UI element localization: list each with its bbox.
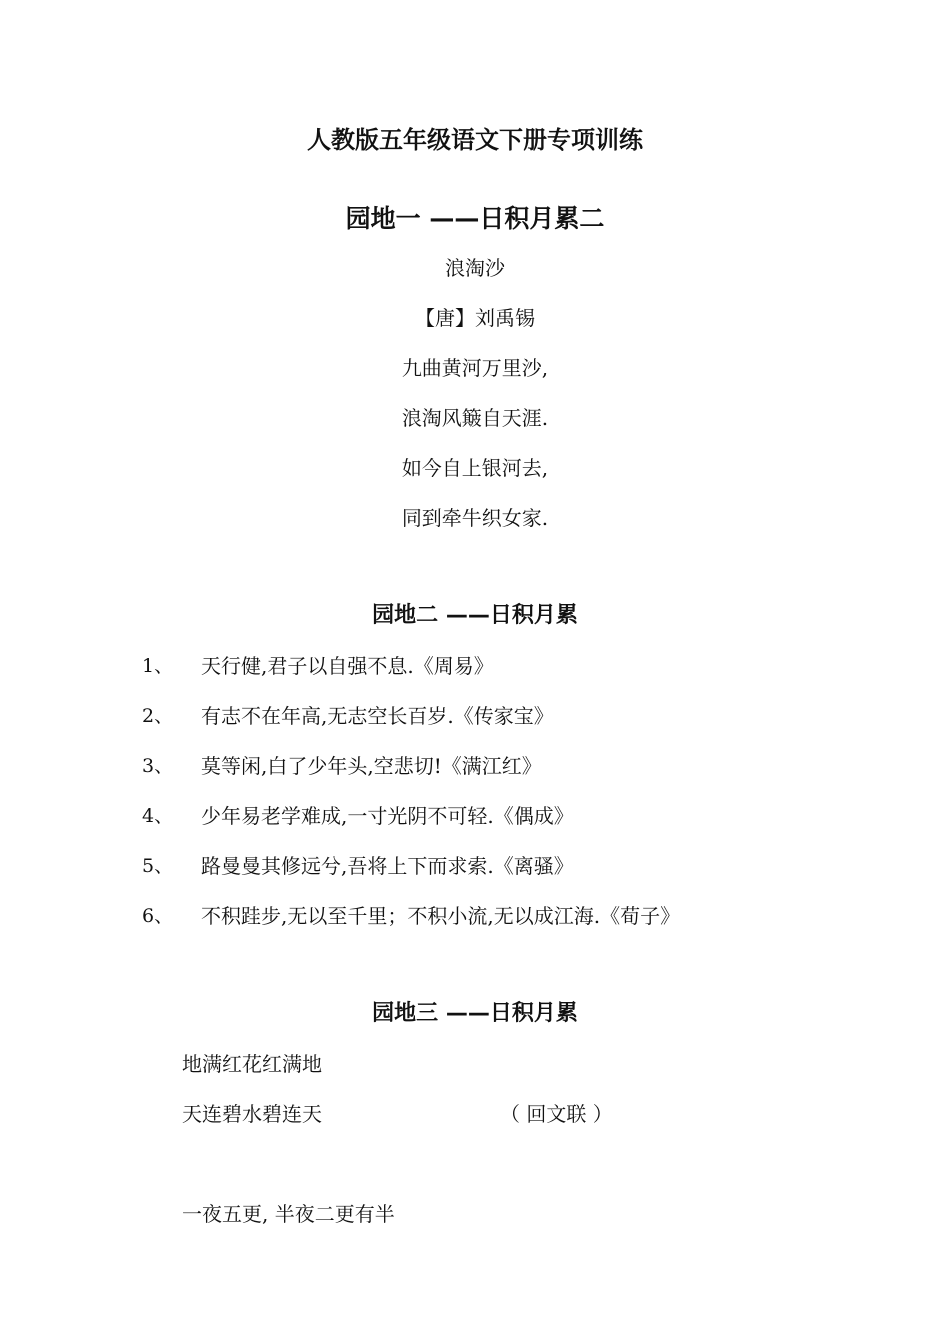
poem-line: 同到牵牛织女家. [401, 506, 549, 530]
list-item: 莫等闲,白了少年头,空悲切!《满江红》 [201, 754, 542, 778]
poem-line: 如今自上银河去, [401, 456, 549, 480]
section3-heading: 园地三 ——日积月累 [372, 1001, 578, 1026]
item-number: 6、 [142, 905, 174, 927]
list-item: 路曼曼其修远兮,吾将上下而求索.《离骚》 [201, 854, 574, 878]
couplet-note: （ 回文联 ） [500, 1102, 613, 1126]
list-item: 不积跬步,无以至千里；不积小流,无以成江海.《荀子》 [201, 904, 681, 928]
poem-title: 浪淘沙 [445, 256, 505, 280]
item-number: 2、 [142, 705, 174, 727]
text-line: 一夜五更, 半夜二更有半 [182, 1202, 395, 1226]
page-title: 人教版五年级语文下册专项训练 [307, 126, 643, 154]
list-item: 少年易老学难成,一寸光阴不可轻.《偶成》 [201, 804, 574, 828]
list-item: 天行健,君子以自强不息.《周易》 [201, 654, 494, 678]
item-number: 1、 [142, 655, 174, 677]
list-item: 有志不在年高,无志空长百岁.《传家宝》 [201, 704, 554, 728]
couplet-line: 天连碧水碧连天 [182, 1102, 322, 1126]
poem-line: 九曲黄河万里沙, [401, 356, 549, 380]
poem-line: 浪淘风簸自天涯. [401, 406, 549, 430]
section1-heading: 园地一 ——日积月累二 [345, 204, 605, 233]
item-number: 5、 [142, 855, 174, 877]
couplet-line: 地满红花红满地 [182, 1052, 322, 1076]
item-number: 4、 [142, 805, 174, 827]
item-number: 3、 [142, 755, 174, 777]
poem-author: 【唐】刘禹锡 [415, 306, 535, 330]
section2-heading: 园地二 ——日积月累 [372, 603, 578, 628]
